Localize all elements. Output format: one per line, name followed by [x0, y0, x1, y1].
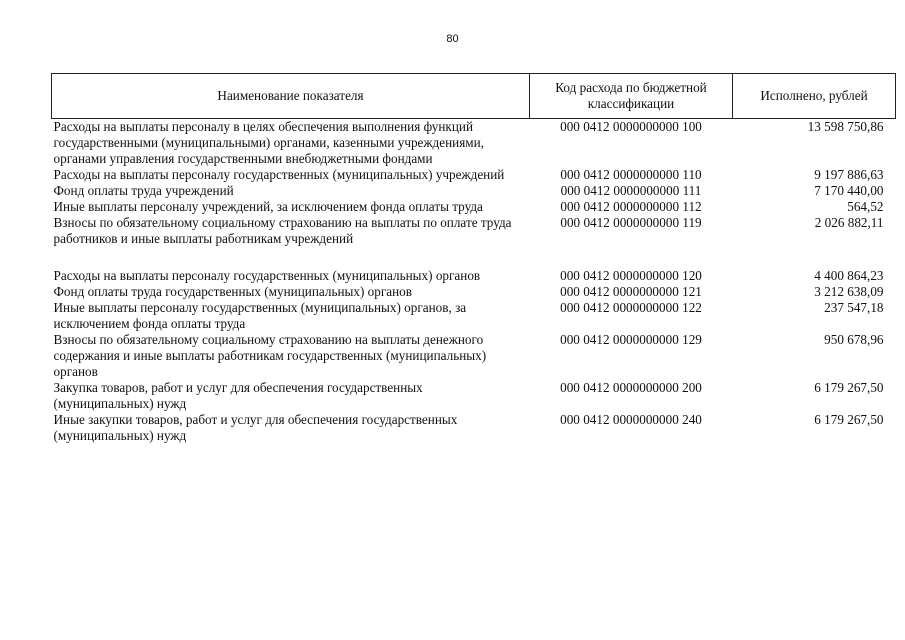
executed-amount: 237 547,18: [824, 300, 884, 315]
spacer-cell: [52, 247, 896, 268]
table-row: [52, 215, 896, 247]
expenditure-table: [51, 73, 896, 444]
table-header-row: [52, 74, 896, 119]
budget-code: 000 0412 0000000000 112: [560, 199, 702, 214]
budget-code: 000 0412 0000000000 121: [560, 284, 702, 299]
table-row: [52, 183, 896, 199]
indicator-name: Взносы по обязательному социальному страхованию на выплаты денежного содержания и иные выплаты работникам государственных (муниципальных) органов: [53, 332, 487, 379]
indicator-name: Иные закупки товаров, работ и услуг для обеспечения государственных (муниципальных) нужд: [53, 412, 458, 443]
header-executed-amount: Исполнено, рублей: [733, 74, 896, 119]
indicator-name: Расходы на выплаты персоналу государственных (муниципальных) учреждений: [53, 167, 505, 182]
table-row: [52, 412, 896, 444]
indicator-name: Иные выплаты персоналу учреждений, за исключением фонда оплаты труда: [53, 199, 483, 214]
indicator-name: Фонд оплаты труда учреждений: [53, 183, 234, 198]
budget-code: 000 0412 0000000000 100: [560, 119, 702, 134]
executed-amount: 9 197 886,63: [814, 167, 884, 182]
table-row: [52, 300, 896, 332]
indicator-name: Расходы на выплаты персоналу государственных (муниципальных) органов: [53, 268, 481, 283]
executed-amount: 3 212 638,09: [814, 284, 884, 299]
table-row: [52, 199, 896, 215]
executed-amount: 4 400 864,23: [814, 268, 884, 283]
header-budget-code: Код расхода по бюджетной классификации: [530, 74, 733, 119]
executed-amount: 6 179 267,50: [814, 380, 884, 395]
page-number: 80: [446, 33, 459, 45]
table-row: [52, 284, 896, 300]
indicator-name: Расходы на выплаты персоналу в целях обеспечения выполнения функций государственными (муниципальными) органами, казенными учреждениями, органами управления государственными внебюджетными фондами: [53, 119, 484, 166]
budget-code: 000 0412 0000000000 122: [560, 300, 702, 315]
indicator-name: Взносы по обязательному социальному страхованию на выплаты по оплате труда работников и иные выплаты работникам учреждений: [53, 215, 512, 246]
table-row: [52, 268, 896, 284]
indicator-name: Иные выплаты персоналу государственных (муниципальных) органов, за исключением фонда оплаты труда: [53, 300, 467, 331]
executed-amount: 564,52: [847, 199, 884, 214]
budget-code: 000 0412 0000000000 200: [560, 380, 702, 395]
indicator-name: Закупка товаров, работ и услуг для обеспечения государственных (муниципальных) нужд: [53, 380, 423, 411]
executed-amount: 6 179 267,50: [814, 412, 884, 427]
indicator-name: Фонд оплаты труда государственных (муниципальных) органов: [53, 284, 413, 299]
budget-code: 000 0412 0000000000 119: [560, 215, 702, 230]
budget-code: 000 0412 0000000000 129: [560, 332, 702, 347]
budget-code: 000 0412 0000000000 120: [560, 268, 702, 283]
budget-code: 000 0412 0000000000 111: [560, 183, 702, 198]
header-indicator-name: Наименование показателя: [52, 74, 530, 119]
table-row: [52, 332, 896, 380]
table-row: [52, 119, 896, 168]
table-row: [52, 380, 896, 412]
table-row: [52, 167, 896, 183]
budget-code: 000 0412 0000000000 110: [560, 167, 702, 182]
executed-amount: 2 026 882,11: [814, 215, 884, 230]
row-spacer: [52, 247, 896, 268]
budget-code: 000 0412 0000000000 240: [560, 412, 702, 427]
executed-amount: 13 598 750,86: [807, 119, 884, 134]
executed-amount: 7 170 440,00: [814, 183, 884, 198]
executed-amount: 950 678,96: [824, 332, 884, 347]
